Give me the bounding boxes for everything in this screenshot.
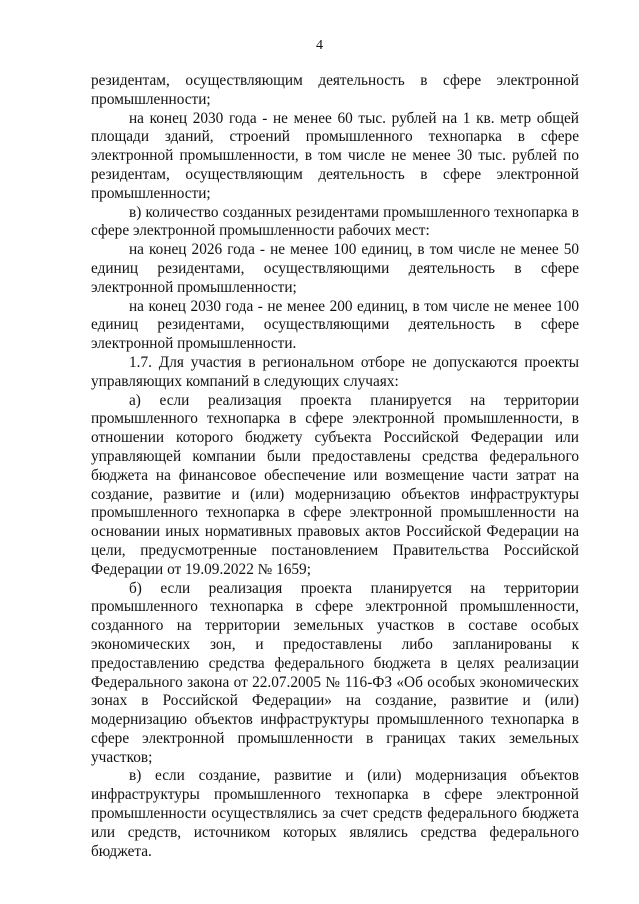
paragraph: резидентам, осуществляющим деятельность в сфере электронной промышленности; xyxy=(91,72,579,108)
paragraph: б) если реализация проекта планируется на территории промышленного технопарка в сфере электронной промышленности, созданного на территории земельных участков в составе особых экономических зон, и предоставлены либо запланированы к предоставлению средства федерального бюджета в целях реализации Федерального закона от 22.07.2005 № 116-ФЗ «Об особых экономических зонах в Российской Федерации» на создание, развитие и (или) модернизацию объектов инфраструктуры промышленного технопарка в сфере электронной промышленности в границах таких земельных участков; xyxy=(91,579,579,766)
paragraph: на конец 2026 года - не менее 100 единиц, в том числе не менее 50 единиц резидентами, осуществляющими деятельность в сфере электронной промышленности; xyxy=(91,241,579,296)
paragraph: на конец 2030 года - не менее 60 тыс. рублей на 1 кв. метр общей площади зданий, строений промышленного технопарка в сфере электронной промышленности, в том числе не менее 30 тыс. рублей по резидентам, осуществляющим деятельность в сфере электронной промышленности; xyxy=(91,109,579,202)
paragraph: а) если реализация проекта планируется на территории промышленного технопарка в сфере электронной промышленности, в отношении которого бюджету субъекта Российской Федерации или управляющей компании были предоставлены средства федерального бюджета на финансовое обеспечение или возмещение части затрат на создание, развитие и (или) модернизацию объектов инфраструктуры промышленного технопарка в сфере электронной промышленности на основании иных нормативных правовых актов Российской Федерации на цели, предусмотренные постановлением Правительства Российской Федерации от 19.09.2022 № 1659; xyxy=(91,391,579,578)
paragraph: на конец 2030 года - не менее 200 единиц, в том числе не менее 100 единиц резидентами, осуществляющими деятельность в сфере электронной промышленности. xyxy=(91,297,579,353)
page-number: 4 xyxy=(316,38,323,53)
paragraph: 1.7. Для участия в региональном отборе не допускаются проекты управляющих компаний в следующих случаях: xyxy=(91,353,579,390)
paragraph: в) если создание, развитие и (или) модернизация объектов инфраструктуры промышленного технопарка в сфере электронной промышленности осуществлялись за счет средств федерального бюджета или средств, источником которых являлись средства федерального бюджета. xyxy=(91,767,579,860)
paragraph: в) количество созданных резидентами промышленного технопарка в сфере электронной промышленности рабочих мест: xyxy=(91,203,579,240)
document-body xyxy=(91,72,579,861)
